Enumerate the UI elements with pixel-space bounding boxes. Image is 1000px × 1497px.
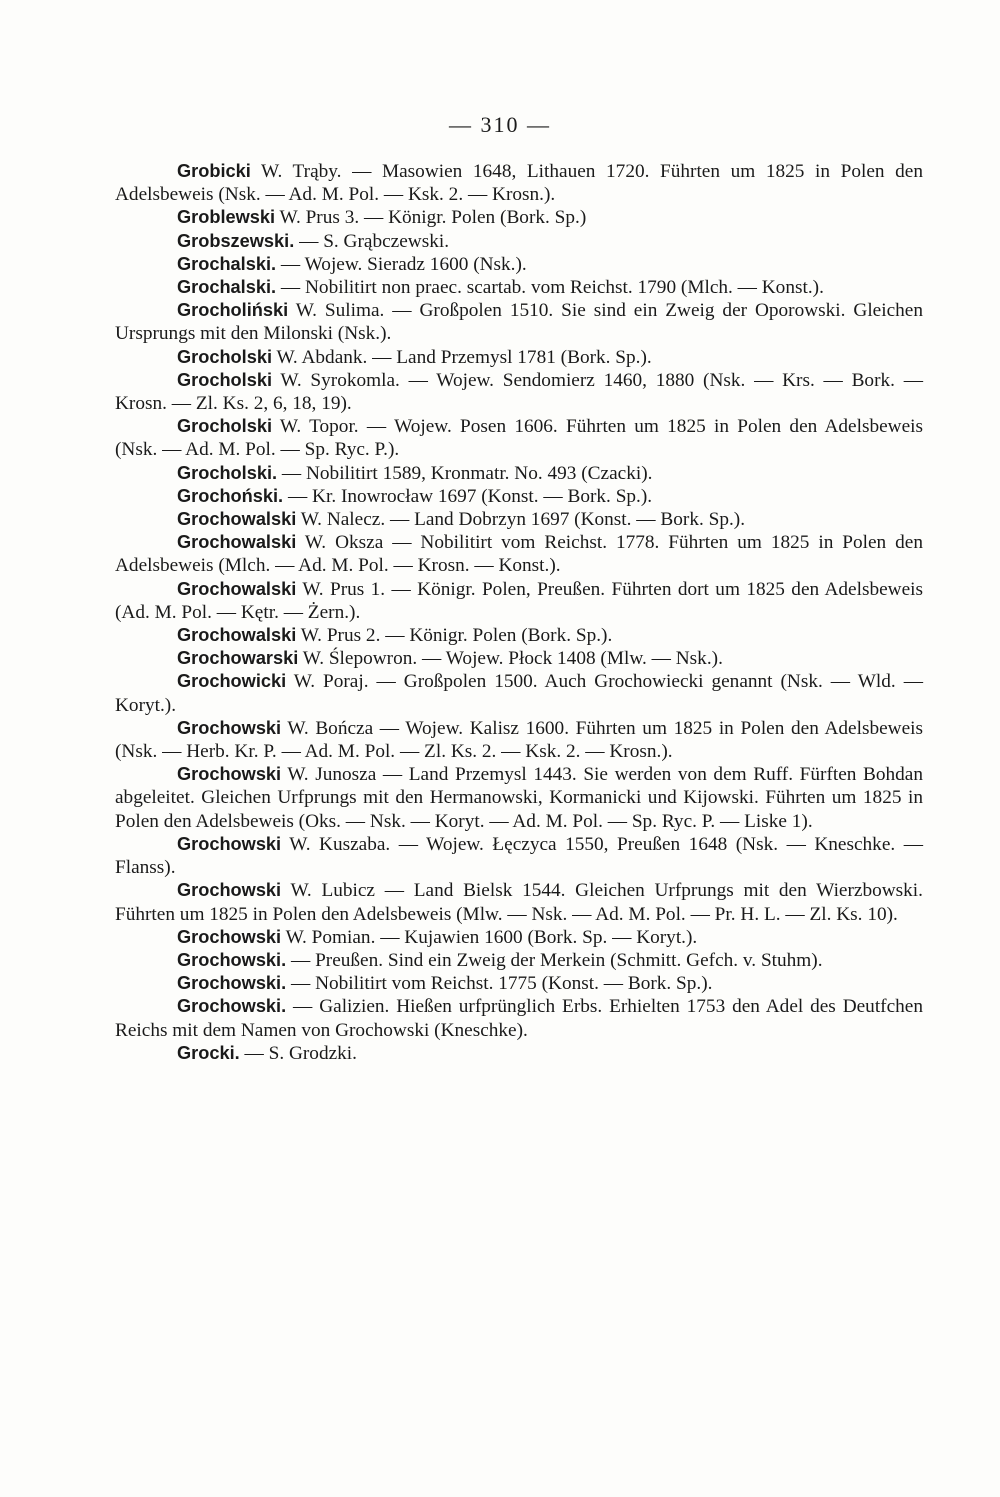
entry-name: Grochowski (177, 880, 282, 901)
entry (115, 531, 923, 577)
entry-text: — Galizien. Hießen urfprünglich Erbs. Erhielten 1753 den Adel des Deutfchen Reichs mit dem Namen von Grochowski (Kneschke). (115, 996, 923, 1041)
entry-text: — S. Grąbczewski. (294, 230, 450, 252)
page-number: — 310 — (449, 112, 551, 137)
entry (115, 346, 923, 369)
entry-text: W. Lubicz — Land Bielsk 1544. Gleichen Urfprungs mit den Wierzbowski. Führten um 1825 in Polen den Adelsbeweis (Mlw. — Nsk. — Ad. M. Pol. — Pr. H. L. — Zl. Ks. 10). (115, 880, 923, 925)
entry (115, 230, 923, 253)
entry (115, 462, 923, 485)
entry-list (115, 160, 923, 1065)
entry-name: Grochoński. (177, 485, 284, 506)
entry (115, 879, 923, 925)
entry-name: Grobszewski. (177, 230, 295, 251)
entry (115, 833, 923, 879)
entry (115, 1042, 923, 1065)
entry-text: W. Junosza — Land Przemysl 1443. Sie werden von dem Ruff. Fürften Bohdan abgeleitet. Gleichen Urfprungs mit den Hermanowski, Kormanicki und Kijowski. Führten um 1825 in Polen den Adelsbeweis (Oks. — Nsk. — Koryt. — Ad. M. Pol. — Sp. Ryc. P. — Liske 1). (115, 764, 923, 832)
entry-name: Grochowarski (177, 648, 299, 669)
entry-name: Grochowalski (177, 532, 297, 553)
entry-name: Grochalski. (177, 277, 277, 298)
entry-text: — Wojew. Sieradz 1600 (Nsk.). (276, 253, 527, 275)
entry-text: — Kr. Inowrocław 1697 (Konst. — Bork. Sp.). (283, 485, 653, 507)
entry-text: W. Topor. — Wojew. Posen 1606. Führten um 1825 in Polen den Adelsbeweis (Nsk. — Ad. M. Pol. — Sp. Ryc. P.). (115, 416, 923, 461)
entry-name: Grocholiński (177, 300, 289, 321)
entry (115, 206, 923, 229)
entry-name: Grocki. (177, 1042, 240, 1063)
entry-text: W. Oksza — Nobilitirt vom Reichst. 1778. Führten um 1825 in Polen den Adelsbeweis (Mlch. — Ad. M. Pol. — Krosn. — Konst.). (115, 532, 923, 577)
entry-text: W. Prus 3. — Königr. Polen (Bork. Sp.) (275, 207, 587, 229)
entry-text: W. Kuszaba. — Wojew. Łęczyca 1550, Preußen 1648 (Nsk. — Kneschke. — Flanss). (115, 833, 923, 879)
entry-name: Grocholski (177, 416, 273, 437)
entry-name: Grochowski (177, 764, 282, 785)
entry (115, 670, 923, 716)
entry-name: Grochowski (177, 717, 282, 738)
entry-name: Grochowski (177, 833, 282, 854)
entry-name: Grocholski. (177, 462, 278, 483)
entry (115, 717, 923, 763)
entry (115, 926, 923, 949)
entry (115, 647, 923, 670)
entry-text: — Preußen. Sind ein Zweig der Merkein (Schmitt. Gefch. v. Stuhm). (286, 949, 823, 971)
entry (115, 624, 923, 647)
entry-text: W. Bończa — Wojew. Kalisz 1600. Führten um 1825 in Polen den Adelsbeweis (Nsk. — Herb. Kr. P. — Ad. M. Pol. — Zl. Ks. 2. — Ksk. 2. — Krosn.). (115, 717, 923, 763)
entry-text: W. Prus 1. — Königr. Polen, Preußen. Führten dort um 1825 den Adelsbeweis (Ad. M. Pol. — Kętr. — Żern.). (115, 578, 923, 623)
entry-text: W. Sulima. — Großpolen 1510. Sie sind ein Zweig der Oporowski. Gleichen Ursprungs mit den Milonski (Nsk.). (115, 300, 923, 345)
entry-name: Grochowski. (177, 949, 287, 970)
entry-text: — S. Grodzki. (239, 1042, 357, 1064)
entry-text: — Nobilitirt vom Reichst. 1775 (Konst. — Bork. Sp.). (286, 973, 713, 995)
entry-name: Grochowalski (177, 625, 297, 646)
entry (115, 578, 923, 624)
entry-name: Grochowski. (177, 973, 287, 994)
entry-name: Grochowalski (177, 578, 297, 599)
entry (115, 508, 923, 531)
entry (115, 972, 923, 995)
entry-name: Grochowalski (177, 509, 297, 530)
entry (115, 415, 923, 461)
entry-name: Grocholski (177, 346, 273, 367)
entry-name: Grochalski. (177, 253, 277, 274)
entry-text: — Nobilitirt non praec. scartab. vom Reichst. 1790 (Mlch. — Konst.). (276, 277, 824, 299)
entry-name: Groblewski (177, 207, 276, 228)
entry-name: Grochowski (177, 926, 282, 947)
entry (115, 485, 923, 508)
entry-text: W. Abdank. — Land Przemysl 1781 (Bork. Sp.). (272, 346, 652, 368)
entry-text: W. Syrokomla. — Wojew. Sendomierz 1460, 1880 (Nsk. — Krs. — Bork. — Krosn. — Zl. Ks. 2, 6, 18, 19). (115, 369, 923, 415)
entry-name: Grochowski. (177, 996, 287, 1017)
entry-name: Grocholski (177, 369, 273, 390)
entry-name: Grochowicki (177, 671, 287, 692)
entry (115, 253, 923, 276)
entry (115, 995, 923, 1041)
entry-text: W. Pomian. — Kujawien 1600 (Bork. Sp. — Koryt.). (281, 926, 698, 948)
entry (115, 276, 923, 299)
entry (115, 763, 923, 833)
entry-text: W. Prus 2. — Königr. Polen (Bork. Sp.). (296, 625, 613, 647)
entry-text: — Nobilitirt 1589, Kronmatr. No. 493 (Czacki). (277, 462, 653, 484)
entry-name: Grobicki (177, 161, 251, 181)
entry-text: W. Trąby. — Masowien 1648, Lithauen 1720. Führten um 1825 in Polen den Adelsbeweis (Nsk. — Ad. M. Pol. — Ksk. 2. — Krosn.). (115, 161, 923, 206)
entry-text: W. Poraj. — Großpolen 1500. Auch Grochowiecki genannt (Nsk. — Wld. — Koryt.). (115, 671, 923, 716)
entry (115, 949, 923, 972)
entry (115, 160, 923, 206)
entry-text: W. Nalecz. — Land Dobrzyn 1697 (Konst. — Bork. Sp.). (296, 509, 746, 531)
entry-text: W. Ślepowron. — Wojew. Płock 1408 (Mlw. — Nsk.). (298, 648, 723, 670)
entry (115, 369, 923, 415)
entry (115, 299, 923, 345)
